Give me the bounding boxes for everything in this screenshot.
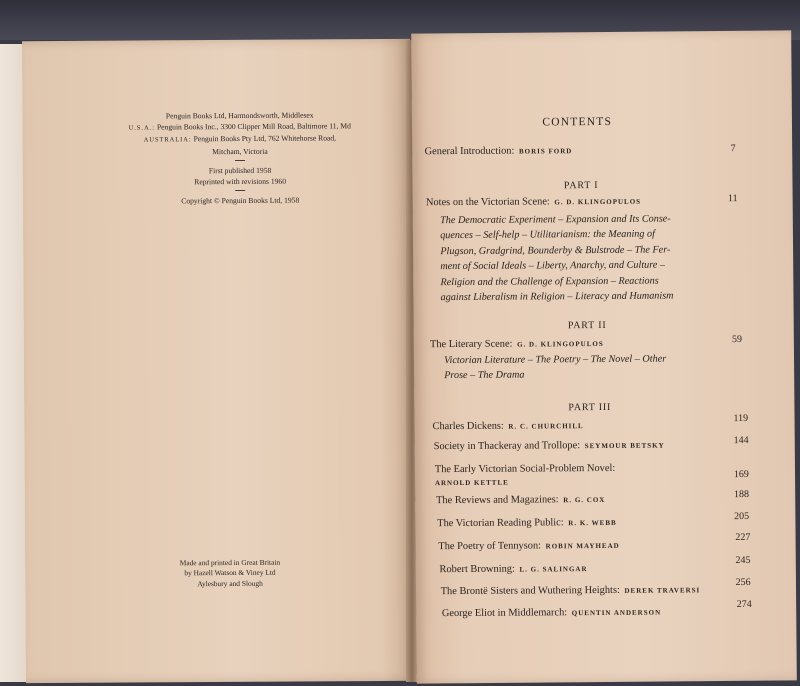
page-number: 59 bbox=[731, 334, 742, 346]
toc-entry-author: ARNOLD KETTLE bbox=[434, 478, 509, 488]
toc-entry: The Victorian Reading Public: R. K. WEBB bbox=[437, 517, 617, 530]
toc-entry-literary-scene: The Literary Scene: G. D. KLINGOPULOS bbox=[429, 338, 604, 351]
page-number: 256 bbox=[735, 576, 751, 589]
page-number: 7 bbox=[730, 143, 736, 155]
page-number: 11 bbox=[727, 193, 738, 205]
page-number: 144 bbox=[733, 434, 749, 447]
edition-line: First published 1958 bbox=[208, 165, 272, 176]
printer-line: Made and printed in Great Britain bbox=[179, 557, 281, 568]
part-heading: PART III bbox=[568, 401, 612, 414]
imprint-line: Mitcham, Victoria bbox=[212, 146, 268, 156]
edition-line: Reprinted with revisions 1960 bbox=[194, 176, 287, 187]
chapter-summary: The Democratic Experiment – Expansion and Its Conse- quences – Self-help – Utilitarianism: the Meaning of Plugson, Gradgrind, Bounderby & Bulstrode – The Fer- ment of Social Ideals – Liberty, Anarchy, and Culture – Religion and the Challenge of Expansion – Reactions against Liberalism in Religion – Literacy and Humanism bbox=[440, 213, 674, 304]
imprint-line: AUSTRALIA: Penguin Books Pty Ltd, 762 Whitehorse Road, bbox=[143, 133, 337, 144]
imprint-line: U.S.A.: Penguin Books Inc., 3300 Clipper Mill Road, Baltimore 11, Md bbox=[128, 121, 351, 132]
toc-entry: George Eliot in Middlemarch: QUENTIN ANDERSON bbox=[441, 607, 662, 620]
part-heading: PART I bbox=[563, 180, 599, 192]
copyright-notice: Copyright © Penguin Books Ltd, 1958 bbox=[181, 195, 300, 206]
page-number: 119 bbox=[733, 412, 749, 425]
toc-entry: The Poetry of Tennyson: ROBIN MAYHEAD bbox=[438, 540, 620, 553]
imprint-line: Penguin Books Ltd, Harmondsworth, Middlesex bbox=[165, 110, 314, 121]
chapter-summary: Victorian Literature – The Poetry – The Novel – Other Prose – The Drama bbox=[444, 353, 667, 382]
toc-entry: The Brontë Sisters and Wuthering Heights: DEREK TRAVERSI bbox=[440, 584, 701, 598]
part-heading: PART II bbox=[567, 319, 607, 332]
printer-line: by Hazell Watson & Viney Ltd bbox=[184, 568, 276, 578]
page-number: 169 bbox=[733, 468, 749, 481]
toc-entry: The Early Victorian Social-Problem Novel: bbox=[434, 462, 616, 476]
toc-entry: Society in Thackeray and Trollope: SEYMOUR BETSKY bbox=[433, 440, 665, 453]
printer-line: Aylesbury and Slough bbox=[197, 578, 263, 589]
toc-entry: The Reviews and Magazines: R. G. COX bbox=[436, 494, 606, 507]
toc-entry-victorian-scene: Notes on the Victorian Scene: G. D. KLINGOPULOS bbox=[425, 196, 642, 209]
toc-entry: Charles Dickens: R. C. CHURCHILL bbox=[432, 420, 584, 433]
page-number: 205 bbox=[734, 510, 750, 523]
contents-heading: CONTENTS bbox=[542, 115, 613, 129]
page-number: 227 bbox=[735, 531, 751, 544]
page-number: 245 bbox=[735, 554, 751, 567]
page-number: 188 bbox=[733, 488, 750, 501]
toc-entry-general-introduction: General Introduction: BORIS FORD bbox=[424, 145, 573, 158]
page-number: 274 bbox=[736, 598, 752, 611]
toc-entry: Robert Browning: L. G. SALINGAR bbox=[439, 563, 588, 576]
